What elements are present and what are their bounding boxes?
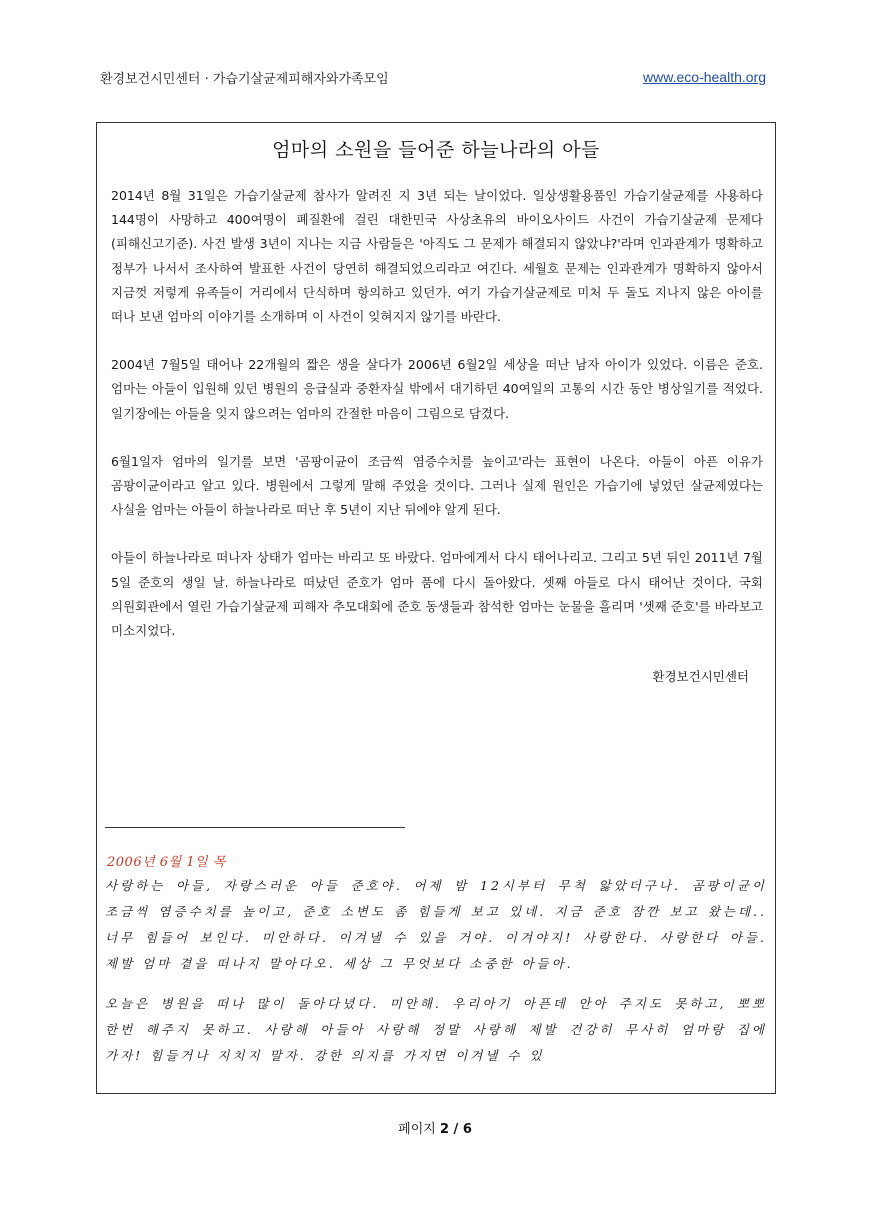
page-header xyxy=(100,66,766,88)
section-divider xyxy=(105,827,405,828)
diary-date: 2006년 6월 1일 목 xyxy=(107,855,226,870)
article-paragraph-2: 2004년 7월5일 태어나 22개월의 짧은 생을 살다가 2006년 6월2일 세상을 떠난 남자 아이가 있었다. 이름은 준호. 엄마는 아들이 입원해 있던 병원의 응급실과 중환자실 밖에서 대기하던 40여일의 고통의 시간 동안 병상일기를 적었다. 일기장에는 아들을 잊지 않으려는 엄마의 간절한 마음이 그림으로 담겼다. xyxy=(111,357,763,421)
article-paragraph-1: 2014년 8월 31일은 가습기살균제 참사가 알려진 지 3년 되는 날이었다. 일상생활용품인 가습기살균제를 사용하다 144명이 사망하고 400여명이 폐질환에 걸린 대한민국 사상초유의 바이오사이드 사건이 가습기살균제 문제다(피해신고기준). 사건 발생 3년이 지나는 지금 사람들은 '아직도 그 문제가 해결되지 않았냐?'라며 인과관계가 명확하고 정부가 나서서 조사하여 발표한 사건이 당연히 해결되었으리라고 여긴다. 세월호 문제는 인과관계가 명확하지 않아서 지금껏 저렇게 유족들이 거리에서 단식하며 항의하고 있던가. 여기 가습기살균제로 미처 두 돌도 지나지 않은 아이를 떠나 보낸 엄마의 이야기를 소개하며 이 사건이 잊혀지지 않기를 바란다. xyxy=(111,188,763,325)
content-box xyxy=(96,122,776,1094)
document-title: 엄마의 소원을 들어준 하늘나라의 아들 xyxy=(272,139,600,161)
header-organization: 환경보건시민센터 · 가습기살균제피해자와가족모임 xyxy=(100,71,389,87)
page-label: 페이지 xyxy=(398,1122,436,1137)
diary-paragraph-1: 사랑하는 아들, 자랑스러운 아들 준호야. 어제 밤 12시부터 무척 앓았더구나. 곰팡이균이 조금씩 염증수치를 높이고, 준호 소변도 좀 힘들게 보고 있네. 지금 준호 잠깐 보고 왔는데.. 너무 힘들어 보인다. 미안하다. 이겨낼 수 있을 거야. 이겨야지! 사랑한다. 사랑한다 아들. 제발 엄마 곁을 떠나지 말아다오. 세상 그 무엇보다 소중한 아들아. xyxy=(105,878,767,971)
article-paragraph-3: 6월1일자 엄마의 일기를 보면 '곰팡이균이 조금씩 염증수치를 높이고'라는 표현이 나온다. 아들이 아픈 이유가 곰팡이균이라고 알고 있다. 병원에서 그렇게 말해 주었을 것이다. 그러나 실제 원인은 가습기에 넣었던 살균제였다는 사실을 엄마는 아들이 하늘나라로 떠난 후 5년이 지난 뒤에야 알게 된다. xyxy=(111,453,763,518)
diary-excerpt xyxy=(105,873,767,1083)
diary-paragraph-2: 오늘은 병원을 떠나 많이 돌아다녔다. 미안해. 우리아기 아픈데 안아 주지도 못하고, 뽀뽀 한번 해주지 못하고. 사랑해 아들아 사랑해 정말 사랑해 제발 건강히 무사히 엄마랑 집에 가자! 힘들거나 지치지 말자. 강한 의지를 가지면 이겨낼 수 있 xyxy=(105,996,767,1063)
page-footer xyxy=(0,1118,870,1137)
article-signature: 환경보건시민센터 xyxy=(652,669,749,685)
header-website-link[interactable]: www.eco-health.org xyxy=(643,69,766,85)
article-body xyxy=(97,184,775,685)
article-paragraph-4: 아들이 하늘나라로 떠나자 상태가 엄마는 바리고 또 바랐다. 엄마에게서 다시 태어나리고. 그리고 5년 뒤인 2011년 7월 5일 준호의 생일 날. 하늘나라로 떠났던 준호가 엄마 품에 다시 돌아왔다. 셋째 아들로 다시 태어난 것이다. 국회 의원회관에서 열린 가습기살균제 피해자 추모대회에 준호 동생들과 참석한 엄마는 눈물을 흘리며 '셋째 준호'를 바라보고 미소지었다. xyxy=(111,550,763,639)
page-number: 2 / 6 xyxy=(439,1122,472,1137)
